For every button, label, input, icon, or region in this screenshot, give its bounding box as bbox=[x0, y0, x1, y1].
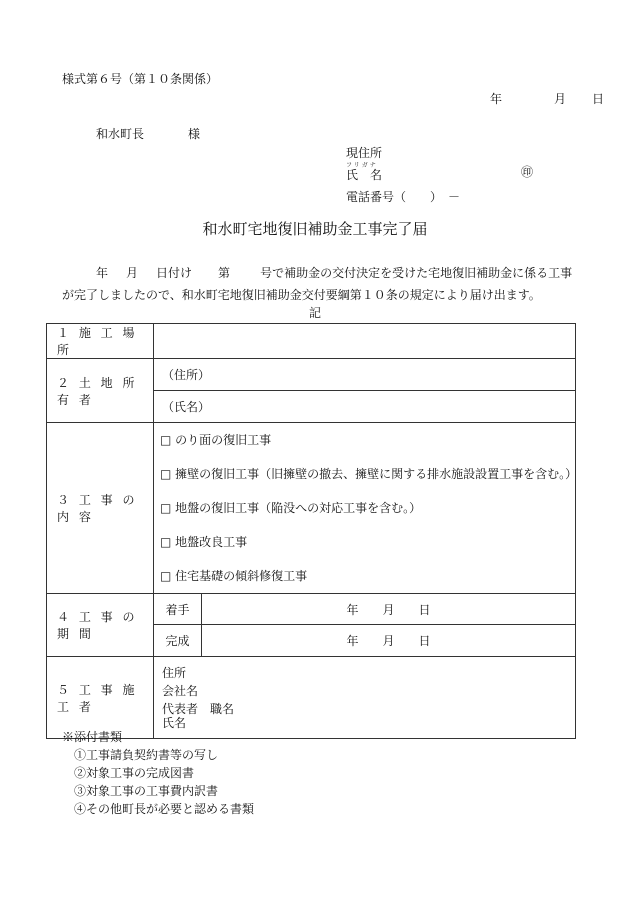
document-title: 和水町宅地復旧補助金工事完了届 bbox=[202, 220, 428, 238]
date-year: 年 bbox=[490, 92, 503, 106]
work-content-options bbox=[154, 423, 576, 594]
work-period-label: ４ 工 事 の 期 間 bbox=[47, 594, 154, 657]
contractor-field[interactable] bbox=[154, 657, 576, 739]
attachments-heading: ※添付書類 bbox=[62, 730, 123, 744]
date-month: 月 bbox=[554, 92, 567, 106]
attachment-item: ①工事請負契約書等の写し bbox=[74, 748, 219, 762]
applicant-phone-label: 電話番号（ ） － bbox=[346, 190, 461, 204]
body-dated: 日付け bbox=[156, 266, 193, 280]
date-day: 日 bbox=[592, 92, 605, 106]
report-table bbox=[46, 323, 576, 739]
contractor-label: ５ 工 事 施 工 者 bbox=[47, 657, 154, 739]
landowner-label: ２ 土 地 所 有 者 bbox=[47, 359, 154, 423]
attachment-item: ④その他町長が必要と認める書類 bbox=[74, 802, 255, 816]
seal-mark: ㊞ bbox=[521, 165, 534, 179]
construction-site-label: １ 施 工 場 所 bbox=[47, 324, 154, 359]
contractor-company: 会社名 bbox=[162, 683, 199, 698]
attachments bbox=[62, 728, 254, 818]
applicant-address-label: 現住所 bbox=[346, 146, 383, 160]
start-date-field[interactable]: 年 月 日 bbox=[202, 594, 576, 625]
applicant-name-label: 氏 名 bbox=[346, 168, 383, 182]
body-year: 年 bbox=[96, 266, 109, 280]
completion-label: 完成 bbox=[154, 625, 202, 657]
contractor-address: 住所 bbox=[162, 665, 187, 680]
work-content-label: ３ 工 事 の 内 容 bbox=[47, 423, 154, 594]
contractor-name: 氏名 bbox=[162, 715, 187, 730]
work-item-ground[interactable]: □ 地盤の復旧工事（陥没への対応工事を含む。） bbox=[160, 501, 422, 515]
attachment-item: ②対象工事の完成図書 bbox=[74, 766, 195, 780]
submission-date bbox=[490, 90, 604, 107]
ki-mark: 記 bbox=[308, 306, 321, 320]
start-label: 着手 bbox=[154, 594, 202, 625]
landowner-address-field[interactable]: （住所） bbox=[154, 359, 576, 391]
landowner-name-field[interactable]: （氏名） bbox=[154, 391, 576, 423]
work-item-retaining-wall[interactable]: □ 擁壁の復旧工事（旧擁壁の撤去、擁壁に関する排水施設設置工事を含む。） bbox=[160, 467, 578, 481]
name-furigana: フリガナ bbox=[346, 162, 378, 169]
applicant-block bbox=[346, 144, 460, 206]
body-paragraph bbox=[62, 262, 582, 306]
work-item-slope[interactable]: □ のり面の復旧工事 bbox=[160, 433, 272, 447]
form-number: 様式第６号（第１０条関係） bbox=[62, 72, 219, 86]
addressee bbox=[96, 125, 200, 142]
work-item-foundation[interactable]: □ 住宅基礎の傾斜修復工事 bbox=[160, 569, 308, 583]
addressee-honorific: 様 bbox=[188, 127, 201, 141]
attachment-item: ③対象工事の工事費内訳書 bbox=[74, 784, 219, 798]
addressee-name: 和水町長 bbox=[96, 127, 145, 141]
completion-date-field[interactable]: 年 月 日 bbox=[202, 625, 576, 657]
body-month: 月 bbox=[126, 266, 139, 280]
contractor-representative: 代表者 職名 bbox=[162, 701, 235, 716]
work-item-soil-improvement[interactable]: □ 地盤改良工事 bbox=[160, 535, 248, 549]
body-dai: 第 bbox=[218, 266, 231, 280]
body-text: 号で補助金の交付決定を受けた宅地復旧補助金に係る工事が完了しましたので、和水町宅地復旧補助金交付要綱第１０条の規定により届け出ます。 bbox=[62, 266, 573, 302]
construction-site-field[interactable] bbox=[154, 324, 576, 359]
